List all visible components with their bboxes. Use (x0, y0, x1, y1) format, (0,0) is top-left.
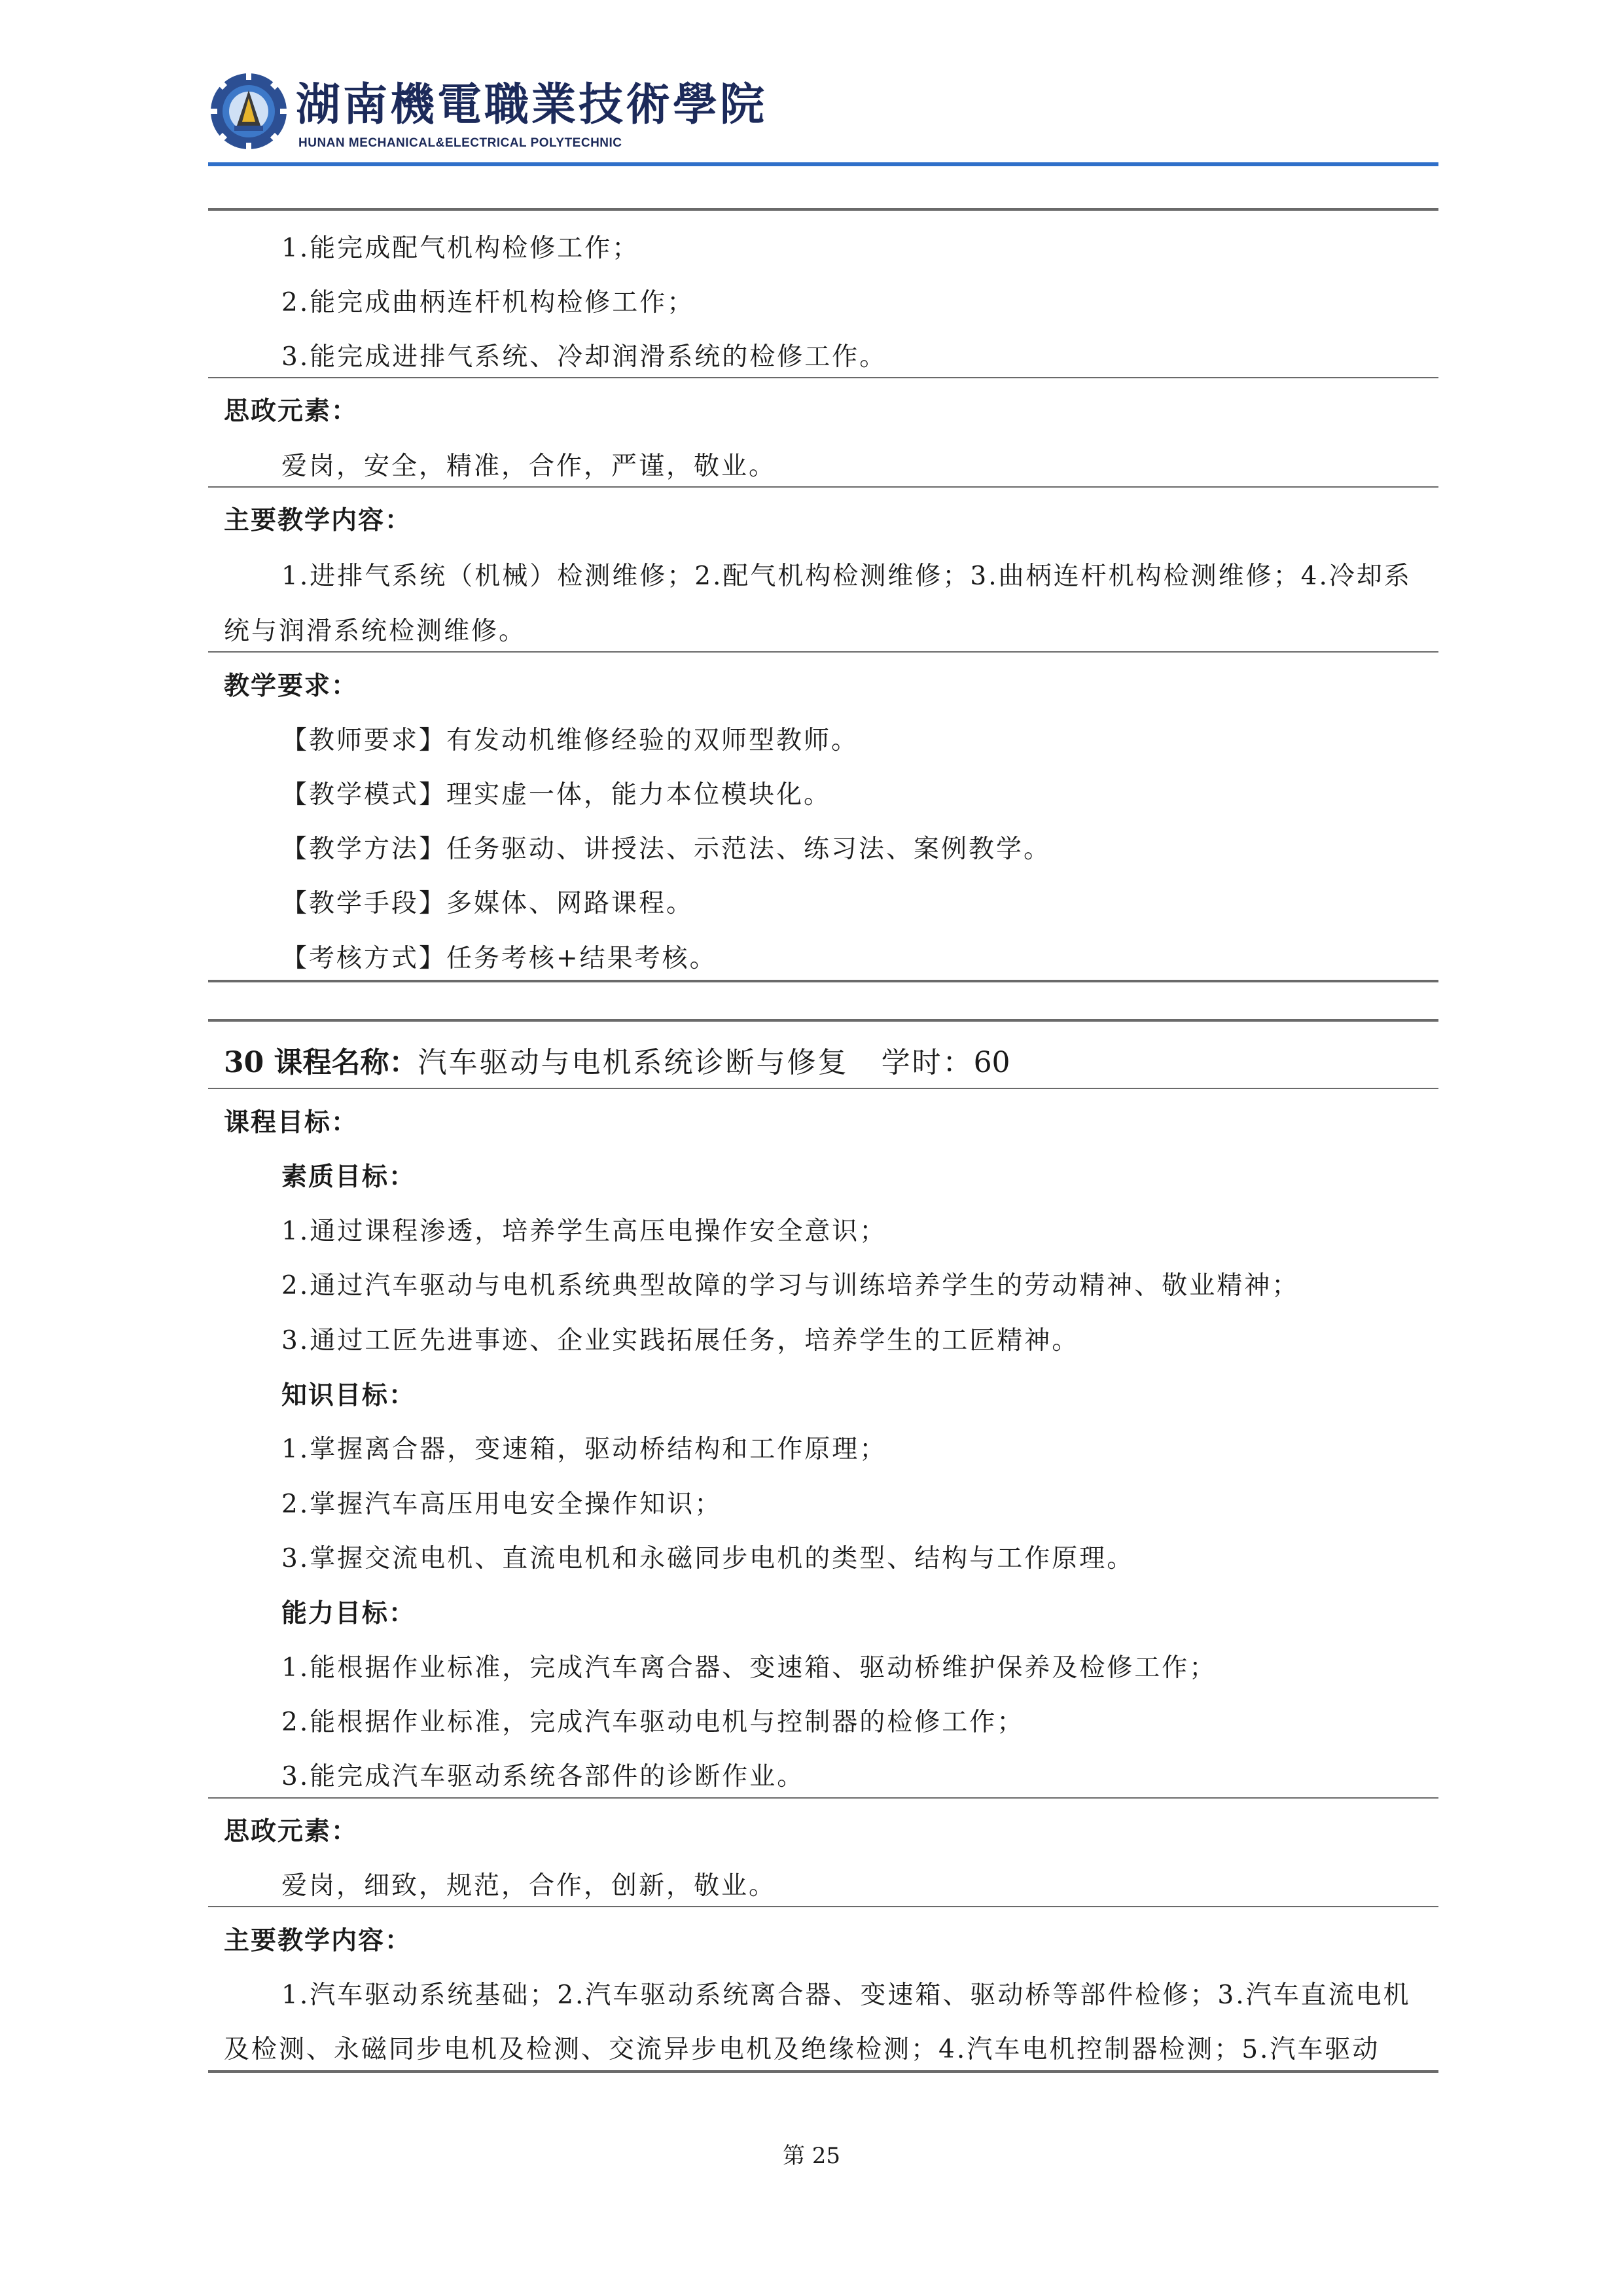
ideology-label: 思政元素： (224, 1816, 359, 1846)
page-number: 第 25 (782, 2143, 841, 2169)
content-label: 主要教学内容： (224, 505, 412, 535)
ability-label: 能力目标： (281, 1598, 416, 1628)
quality-item: 3.通过工匠先进事迹、企业实践拓展任务，培养学生的工匠精神。 (281, 1326, 1080, 1355)
ideology-label: 思政元素： (224, 396, 359, 426)
course-title-label: 30 课程名称： (224, 1046, 418, 1079)
goals-label: 课程目标： (224, 1107, 359, 1138)
section-rule (208, 2070, 1438, 2073)
row-rule (208, 1797, 1438, 1799)
section-rule (208, 980, 1438, 982)
requirement-item: 【教学方法】任务驱动、讲授法、示范法、练习法、案例教学。 (281, 834, 1052, 864)
content-line: 统与润滑系统检测维修。 (224, 617, 527, 646)
content-label: 主要教学内容： (224, 1926, 412, 1956)
ability-item: 1.能完成配气机构检修工作； (281, 234, 640, 263)
ability-item: 1.能根据作业标准，完成汽车离合器、变速箱、驱动桥维护保养及检修工作； (281, 1653, 1217, 1683)
section-rule (208, 208, 1438, 211)
ability-item: 2.能完成曲柄连杆机构检修工作； (281, 288, 695, 317)
school-name-english: HUNAN MECHANICAL&ELECTRICAL POLYTECHNIC (298, 136, 622, 150)
content-line: 及检测、永磁同步电机及检测、交流异步电机及绝缘检测；4.汽车电机控制器检测；5.汽车驱动 (224, 2035, 1380, 2064)
course-title-value: 汽车驱动与电机系统诊断与修复 (418, 1046, 849, 1079)
content-line: 1.汽车驱动系统基础；2.汽车驱动系统离合器、变速箱、驱动桥等部件检修；3.汽车直流电机 (281, 1981, 1411, 2010)
requirement-item: 【教学手段】多媒体、网路课程。 (281, 889, 694, 918)
row-rule (208, 1088, 1438, 1089)
row-rule (208, 377, 1438, 378)
quality-item: 1.通过课程渗透，培养学生高压电操作安全意识； (281, 1217, 887, 1246)
requirement-item: 【教学模式】理实虚一体，能力本位模块化。 (281, 780, 832, 810)
knowledge-item: 3.掌握交流电机、直流电机和永磁同步电机的类型、结构与工作原理。 (281, 1544, 1135, 1573)
ideology-text: 爱岗，安全，精准，合作，严谨，敬业。 (281, 452, 777, 481)
school-name-chinese: 湖南機電職業技術學院 (296, 79, 768, 131)
ability-item: 2.能根据作业标准，完成汽车驱动电机与控制器的检修工作； (281, 1708, 1025, 1737)
school-logo-icon (208, 71, 289, 152)
course-hours-value: 60 (973, 1046, 1010, 1079)
requirement-item: 【教师要求】有发动机维修经验的双师型教师。 (281, 726, 859, 755)
row-rule (208, 1906, 1438, 1907)
course-title (224, 1045, 1010, 1081)
course-hours-label: 学时： (881, 1046, 974, 1079)
header-rule (208, 162, 1438, 166)
quality-item: 2.通过汽车驱动与电机系统典型故障的学习与训练培养学生的劳动精神、敬业精神； (281, 1271, 1300, 1300)
row-rule (208, 651, 1438, 653)
knowledge-label: 知识目标： (281, 1380, 416, 1410)
ideology-text: 爱岗，细致，规范，合作，创新，敬业。 (281, 1871, 777, 1901)
ability-item: 3.能完成进排气系统、冷却润滑系统的检修工作。 (281, 342, 887, 372)
requirements-label: 教学要求： (224, 671, 359, 701)
requirement-item: 【考核方式】任务考核+结果考核。 (281, 944, 717, 973)
ability-item: 3.能完成汽车驱动系统各部件的诊断作业。 (281, 1762, 805, 1791)
row-rule (208, 486, 1438, 488)
content-line: 1.进排气系统（机械）检测维修；2.配气机构检测维修；3.曲柄连杆机构检测维修；4.冷却系 (281, 562, 1412, 591)
section-rule (208, 1019, 1438, 1022)
knowledge-item: 1.掌握离合器，变速箱，驱动桥结构和工作原理； (281, 1435, 887, 1464)
knowledge-item: 2.掌握汽车高压用电安全操作知识； (281, 1490, 722, 1519)
quality-label: 素质目标： (281, 1162, 416, 1192)
